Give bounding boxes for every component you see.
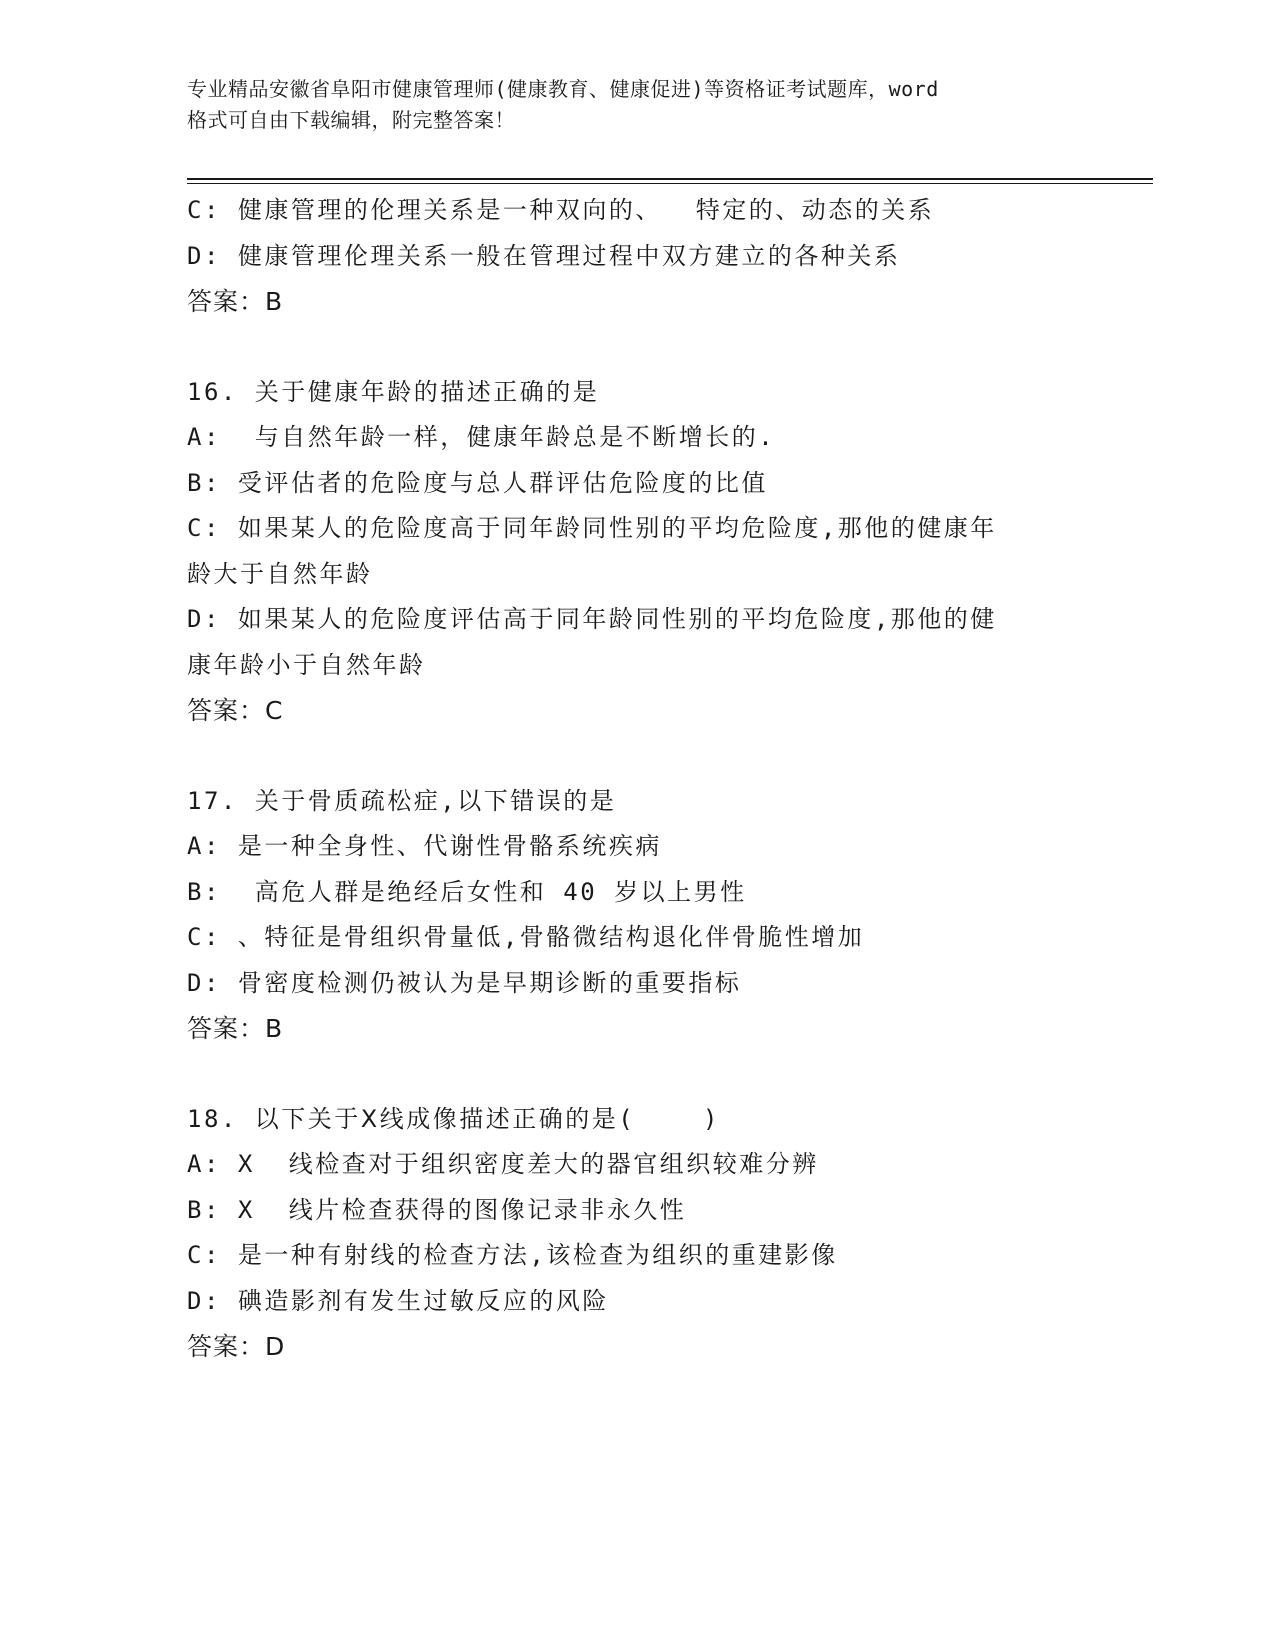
option-a: A: 与自然年龄一样，健康年龄总是不断增长的. [187,423,776,451]
option-a: A: 是一种全身性、代谢性骨骼系统疾病 [187,832,662,860]
header-divider-thick [187,178,1153,180]
question-text: 16. 关于健康年龄的描述正确的是 [187,377,600,406]
option-c-line-1: C: 如果某人的危险度高于同年龄同性别的平均危险度,那他的健康年 [187,514,997,542]
header-line-1: 专业精品安徽省阜阳市健康管理师(健康教育、健康促进)等资格证考试题库，word [187,77,939,101]
option-d: D: 碘造影剂有发生过敏反应的风险 [187,1286,609,1315]
spacer [187,1052,1067,1097]
answer-label: 答案：D [187,1332,286,1361]
option-c: C: 是一种有射线的检查方法,该检查为组织的重建影像 [187,1241,838,1269]
header-divider-thin [187,183,1153,184]
option-d: D: 健康管理伦理关系一般在管理过程中双方建立的各种关系 [187,241,901,270]
spacer [187,734,1067,779]
header-line-2: 格式可自由下载编辑，附完整答案！ [187,108,515,132]
option-b: B: X 线片检查获得的图像记录非永久性 [187,1195,687,1224]
page-header [187,74,1087,136]
option-d: D: 骨密度检测仍被认为是早期诊断的重要指标 [187,968,742,997]
option-c-line-2: 龄大于自然年龄 [187,559,373,588]
spacer [187,325,1067,370]
option-c: C: 、特征是骨组织骨量低,骨骼微结构退化伴骨脆性增加 [187,923,865,951]
question-15-continued [187,188,1067,325]
option-d-line-1: D: 如果某人的危险度评估高于同年龄同性别的平均危险度,那他的健 [187,605,997,633]
question-17 [187,779,1067,1052]
option-b: B: 高危人群是绝经后女性和 40 岁以上男性 [187,877,747,906]
option-c: C: 健康管理的伦理关系是一种双向的、 特定的、动态的关系 [187,196,935,224]
option-d-line-2: 康年龄小于自然年龄 [187,650,426,679]
question-16 [187,370,1067,734]
question-18 [187,1097,1067,1370]
answer-label: 答案：B [187,287,284,316]
answer-label: 答案：B [187,1014,284,1043]
question-text: 17. 关于骨质疏松症,以下错误的是 [187,786,617,815]
question-text: 18. 以下关于Ⅹ线成像描述正确的是( ) [187,1104,720,1133]
option-a: A: X 线检查对于组织密度差大的器官组织较难分辨 [187,1150,819,1178]
question-list [187,188,1067,1370]
answer-label: 答案：C [187,696,284,725]
option-b: B: 受评估者的危险度与总人群评估危险度的比值 [187,468,768,497]
